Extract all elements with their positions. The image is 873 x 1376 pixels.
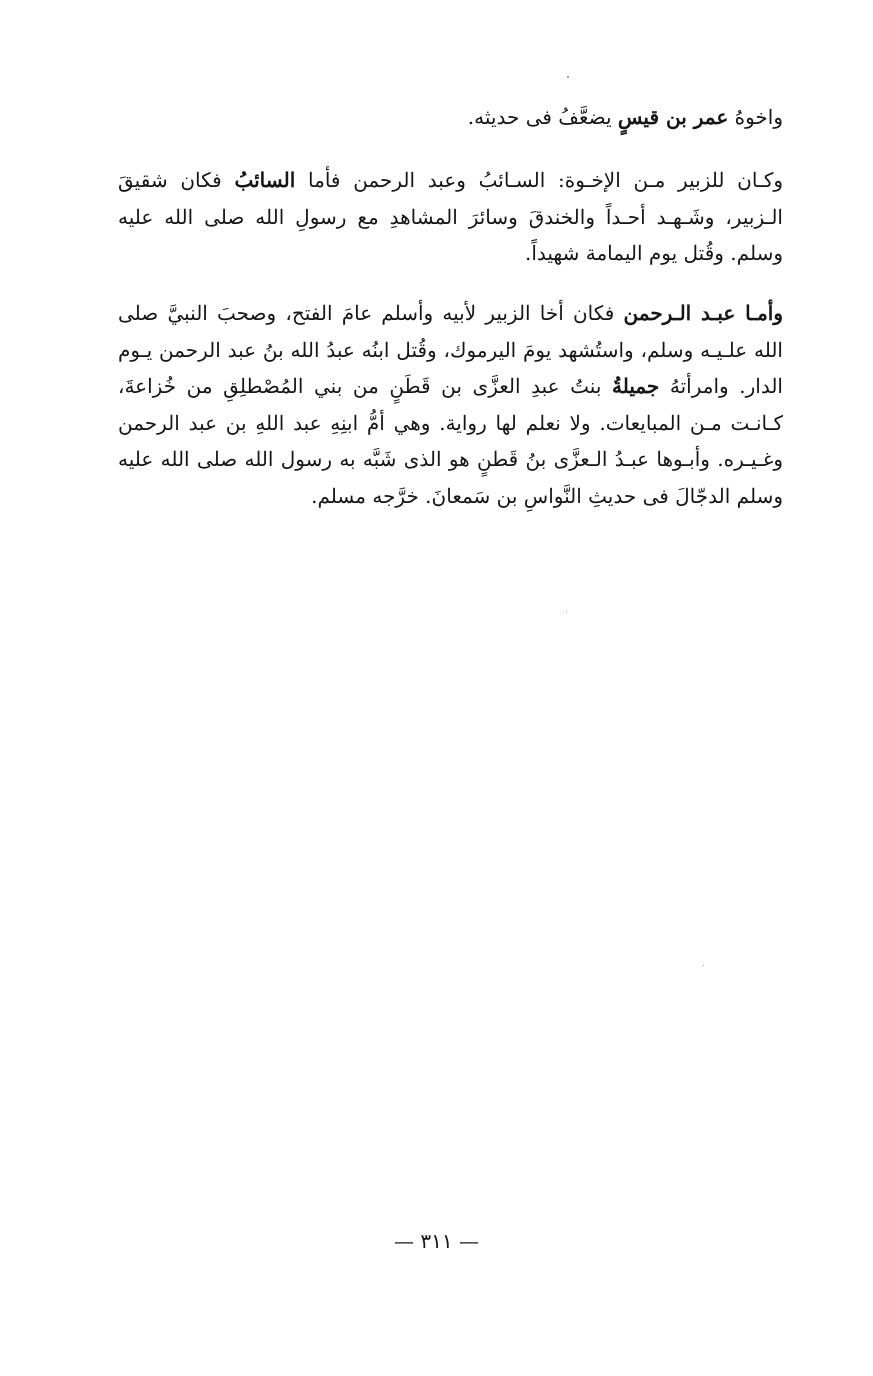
text-run: وكـان للزبير مـن الإخـوة: السـائبُ وعبد الرحمن فأما [295,168,783,192]
bold-name-jamila: جميلةُ [611,374,660,398]
text-run: بنتُ عبدِ العزَّى بن قَطَنٍ من بني المُصْطلِقِ من خُزاعةَ، كـانـت مـن المبايعات. ولا نعلم لها رواية. وهي أمُّ ابنِهِ عبد اللهِ بن عبد الرحمن وغـيـره. وأبـوها عبـدُ الـعزَّى بنُ قَطنٍ هو الذى شَبَّه به رسول الله صلى الله عليه وسلم الدجّالَ فى حديثِ النَّواسِ بن سَمعانَ. خرَّجه مسلم. [118,374,783,508]
text-run: فكان أخا الزبير لأبيه وأسلم عامَ الفتح، وصحبَ النبيَّ صلى الله علـيـه وسلم، واستُشهد يومَ اليرموك، وقُتل ابنُه عبدُ الله بنُ عبد الرحمن يـوم الدار. وامرأتهُ [118,301,783,398]
text-run: واخوهُ [728,105,783,129]
ink-speck [703,965,704,966]
bold-name-abd-al-rahman: وأمـا عبـد الـرحمن [623,301,783,325]
page-number: — ٣١١ — [394,1229,479,1253]
ink-speck [566,611,567,612]
paragraph-2 [118,162,783,272]
bold-name-omar-ibn-qays: عمر بن قيسٍ [617,105,729,129]
text-run: فكان شقيقَ الـزبير، وشَـهـد أحـداً والخندقَ وسائرَ المشاهدِ مع رسولِ الله صلى الله عليه وسلم. وقُتل يوم اليمامة شهيداً. [118,168,783,265]
text-run: يضعَّفُ فى حديثه. [467,105,618,129]
paragraph-1 [118,99,783,136]
paragraph-3 [118,295,783,514]
bold-name-al-saib: السائبُ [234,168,296,192]
ink-speck [567,76,569,78]
